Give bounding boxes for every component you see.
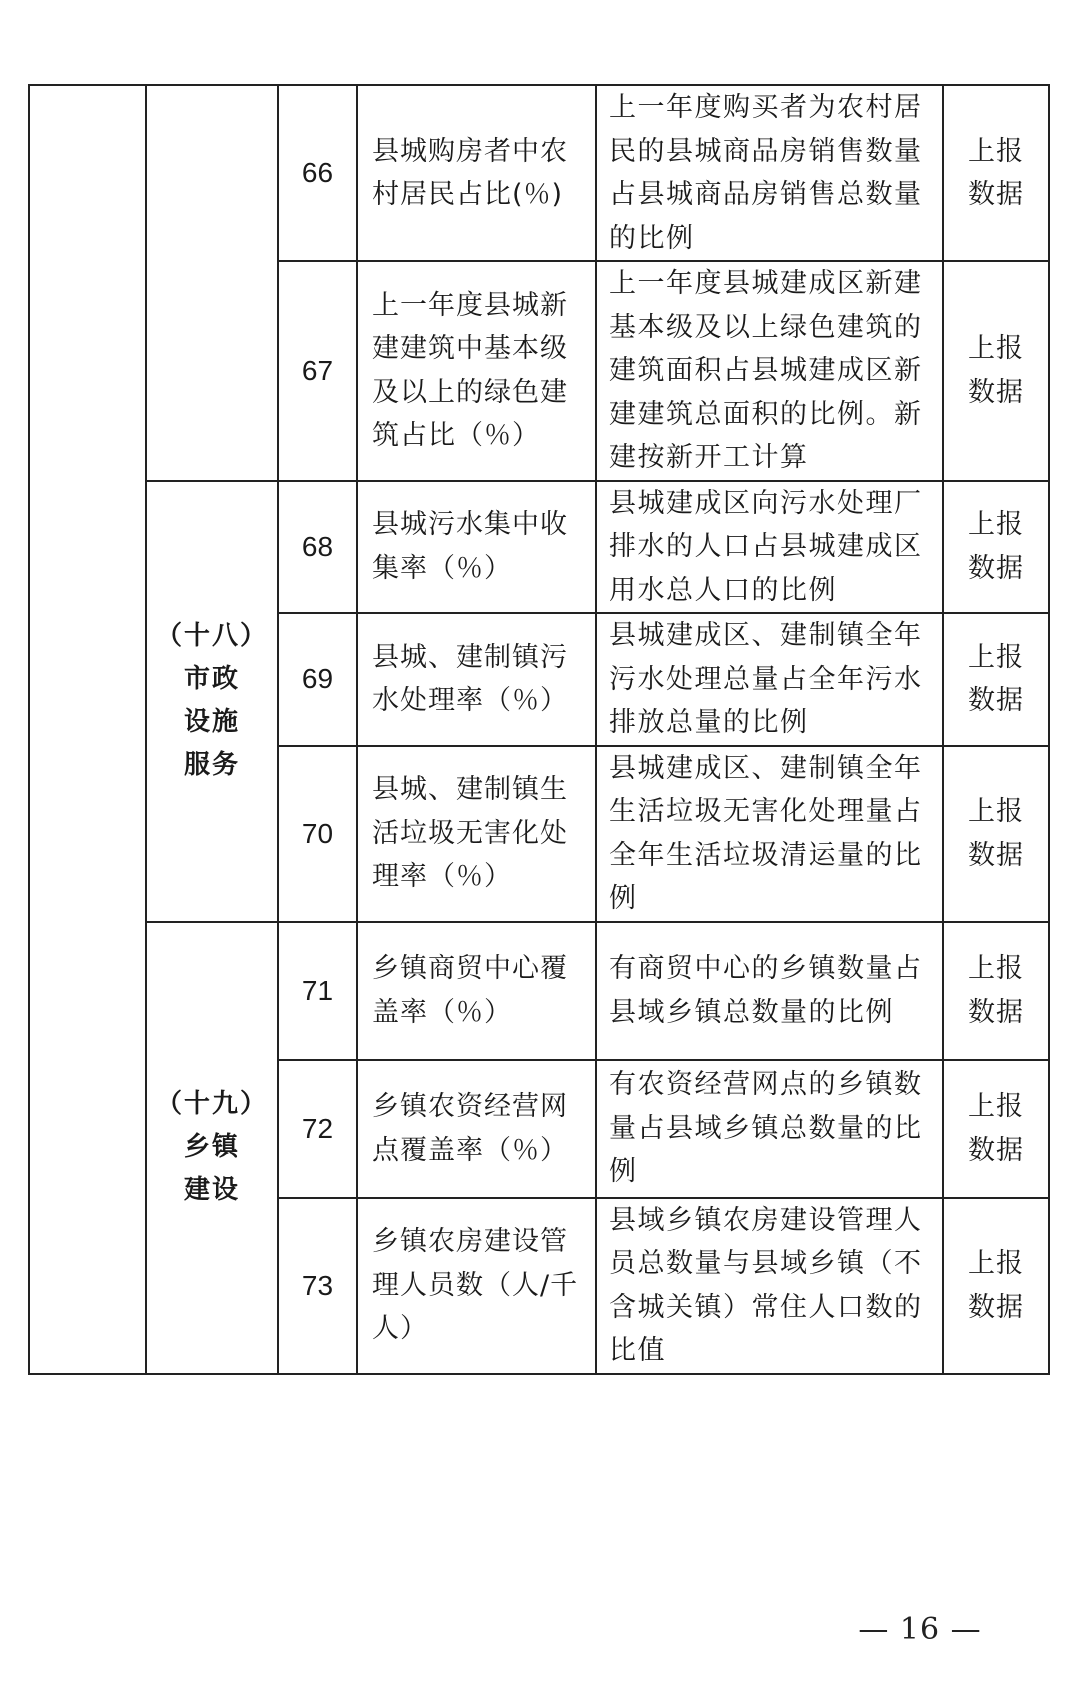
data-source: 上报 数据 bbox=[943, 85, 1049, 261]
row-number: 69 bbox=[278, 613, 357, 746]
indicator-definition: 县城建成区向污水处理厂排水的人口占县城建成区用水总人口的比例 bbox=[596, 481, 943, 614]
table-row bbox=[29, 481, 1049, 614]
data-source: 上报 数据 bbox=[943, 613, 1049, 746]
table-row bbox=[29, 85, 1049, 261]
indicator-name: 上一年度县城新建建筑中基本级及以上的绿色建筑占比（％） bbox=[357, 261, 596, 481]
data-source: 上报 数据 bbox=[943, 746, 1049, 922]
indicator-table bbox=[28, 84, 1050, 1375]
indicator-definition: 有商贸中心的乡镇数量占县域乡镇总数量的比例 bbox=[596, 922, 943, 1060]
indicator-name: 乡镇农资经营网点覆盖率（％） bbox=[357, 1060, 596, 1198]
row-number: 67 bbox=[278, 261, 357, 481]
data-source: 上报 数据 bbox=[943, 481, 1049, 614]
row-number: 70 bbox=[278, 746, 357, 922]
row-number: 66 bbox=[278, 85, 357, 261]
indicator-name: 乡镇商贸中心覆盖率（％） bbox=[357, 922, 596, 1060]
category-cell-continued bbox=[146, 85, 278, 481]
page-number: — 16 — bbox=[858, 1612, 982, 1647]
indicator-definition: 县城建成区、建制镇全年污水处理总量占全年污水排放总量的比例 bbox=[596, 613, 943, 746]
row-number: 73 bbox=[278, 1198, 357, 1374]
data-source: 上报 数据 bbox=[943, 922, 1049, 1060]
category-cell-township-construction: （十九） 乡镇 建设 bbox=[146, 922, 278, 1374]
blank-category-cell bbox=[29, 85, 146, 1374]
indicator-name: 县城购房者中农村居民占比(％) bbox=[357, 85, 596, 261]
indicator-definition: 有农资经营网点的乡镇数量占县域乡镇总数量的比例 bbox=[596, 1060, 943, 1198]
indicator-name: 县城污水集中收集率（％） bbox=[357, 481, 596, 614]
row-number: 71 bbox=[278, 922, 357, 1060]
data-source: 上报 数据 bbox=[943, 261, 1049, 481]
row-number: 72 bbox=[278, 1060, 357, 1198]
indicator-definition: 县城建成区、建制镇全年生活垃圾无害化处理量占全年生活垃圾清运量的比例 bbox=[596, 746, 943, 922]
data-source: 上报 数据 bbox=[943, 1060, 1049, 1198]
data-source: 上报 数据 bbox=[943, 1198, 1049, 1374]
indicator-name: 县城、建制镇生活垃圾无害化处理率（％） bbox=[357, 746, 596, 922]
indicator-definition: 上一年度县城建成区新建基本级及以上绿色建筑的建筑面积占县城建成区新建建筑总面积的比例。新建按新开工计算 bbox=[596, 261, 943, 481]
row-number: 68 bbox=[278, 481, 357, 614]
table-row bbox=[29, 922, 1049, 1060]
category-cell-municipal-services: （十八） 市政 设施 服务 bbox=[146, 481, 278, 922]
indicator-name: 乡镇农房建设管理人员数（人/千人） bbox=[357, 1198, 596, 1374]
indicator-name: 县城、建制镇污水处理率（％） bbox=[357, 613, 596, 746]
indicator-definition: 上一年度购买者为农村居民的县城商品房销售数量占县城商品房销售总数量的比例 bbox=[596, 85, 943, 261]
indicator-definition: 县域乡镇农房建设管理人员总数量与县域乡镇（不含城关镇）常住人口数的比值 bbox=[596, 1198, 943, 1374]
